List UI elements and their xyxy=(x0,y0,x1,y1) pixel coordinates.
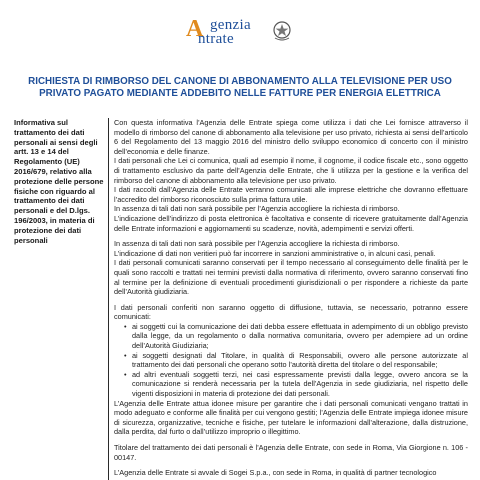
paragraph-security: L’Agenzia delle Entrate attua idonee misure per garantire che i dati personali comunicati vengano trattati in modo adeguato e conforme alle finalità per cui vengono gestiti; l’Agenzia delle Entrate impiega idonee misure di sicurezza, organizzative, tecniche e fisiche, per tutelare le informazioni dall’alterazione, dalla distruzione, dalla perdita, dal furto o dall’utilizzo improprio o illegittimo. xyxy=(114,398,468,437)
logo-line-1: genzia xyxy=(210,17,251,33)
list-item: • ad altri eventuali soggetti terzi, nei casi espressamente previsti dalla legge, ovvero ancora se la comunicazione si renderà necessaria per la tutela dell’Agenzia in sede giudiziaria, nel rispetto delle vigenti disposizioni in materia di protezione dei dati personali. xyxy=(124,370,468,399)
paragraph-false-data: L’indicazione di dati non veritieri può far incorrere in sanzioni amministrative o, in alcuni casi, penali. xyxy=(114,248,436,258)
communication-list xyxy=(114,322,468,399)
logo-line-2: ntrate xyxy=(198,31,234,47)
paragraph-email: L’indicazione dell’indirizzo di posta elettronica è facoltativa e consente di ricevere gratuitamente dall’Agenzia delle Entrate informazioni e aggiornamenti su scadenze, novità, adempimenti e servizi offerti. xyxy=(114,213,468,233)
logo-letter: A xyxy=(186,16,204,42)
paragraph-retention: I dati personali comunicati saranno conservati per il tempo necessario al conseguimento delle finalità per le quali sono raccolti e trattati nei termini previsti dalla normativa di riferimento, ovvero saranno conservati fino al termine per la definizione di eventuali procedimenti giurisdizionali o per rispondere a richieste da parte dell’Autorità giudiziaria. xyxy=(114,258,468,297)
column-divider xyxy=(108,118,109,480)
paragraph-sogei: L’Agenzia delle Entrate si avvale di Sogei S.p.a., con sede in Roma, in qualità di partner tecnologico xyxy=(114,468,437,478)
list-item: • ai soggetti cui la comunicazione dei dati debba essere effettuata in adempimento di un obbligo previsto dalla legge, da un regolamento o dalla normativa comunitaria, ovvero per adempiere ad un ordine dell’Autorità Giudiziaria; xyxy=(124,322,468,351)
paragraph-intro: Con questa informativa l’Agenzia delle Entrate spiega come utilizza i dati che Lei fornisce attraverso il modello di rimborso del canone di abbonamento alla televisione per uso privato, richiesta ai sensi dell’articolo 6 del Regolamento del 13 maggio 2016 del ministro dello sviluppo economico di concerto con il ministro dell’economia e delle finanze. xyxy=(114,118,468,156)
informativa-body xyxy=(114,118,468,478)
paragraph-energy-companies: I dati raccolti dall’Agenzia delle Entrate verranno comunicati alle imprese elettriche che dovranno effettuare l’accredito del rimborso riconosciuto sulla prima fattura utile. xyxy=(114,185,468,204)
paragraph-data-usage: I dati personali che Lei ci comunica, quali ad esempio il nome, il cognome, il codice fiscale etc., sono oggetto di trattamento esclusivo da parte dell’Agenzia delle Entrate, che li utilizza per la gestione e la verifica del rimborso del canone di abbonamento alla televisione per uso privato. xyxy=(114,156,468,185)
list-item: • ai soggetti designati dal Titolare, in qualità di Responsabili, ovvero alle persone autorizzate al trattamento dei dati personali che operano sotto l’autorità diretta del titolare o del responsabile; xyxy=(124,351,468,370)
agenzia-entrate-logo xyxy=(172,6,322,62)
paragraph-communication: I dati personali conferiti non saranno oggetto di diffusione, tuttavia, se necessario, potranno essere comunicati: xyxy=(114,302,468,322)
paragraph-absence-data-2: In assenza di tali dati non sarà possibile per l’Agenzia accogliere la richiesta di rimborso. xyxy=(114,239,400,249)
logo-text xyxy=(198,18,251,46)
paragraph-absence-data: In assenza di tali dati non sarà possibile per l’Agenzia accogliere la richiesta di rimborso. xyxy=(114,204,400,214)
italian-republic-emblem-icon xyxy=(272,20,292,42)
paragraph-data-controller: Titolare del trattamento dei dati personali è l’Agenzia delle Entrate, con sede in Roma, Via Giorgione n. 106 - 00147. xyxy=(114,443,468,462)
document-title: RICHIESTA DI RIMBORSO DEL CANONE DI ABBONAMENTO ALLA TELEVISIONE PER USO PRIVATO PAGATO MEDIANTE ADDEBITO NELLE FATTURE PER ENERGIA ELETTRICA xyxy=(28,76,452,99)
informativa-sidebar: Informativa sul trattamento dei dati personali ai sensi degli artt. 13 e 14 del Regolamento (UE) 2016/679, relativo alla protezione delle persone fisiche con riguardo al trattamento dei dati personali e del D.lgs. 196/2003, in materia di protezione dei dati personali xyxy=(14,118,104,245)
